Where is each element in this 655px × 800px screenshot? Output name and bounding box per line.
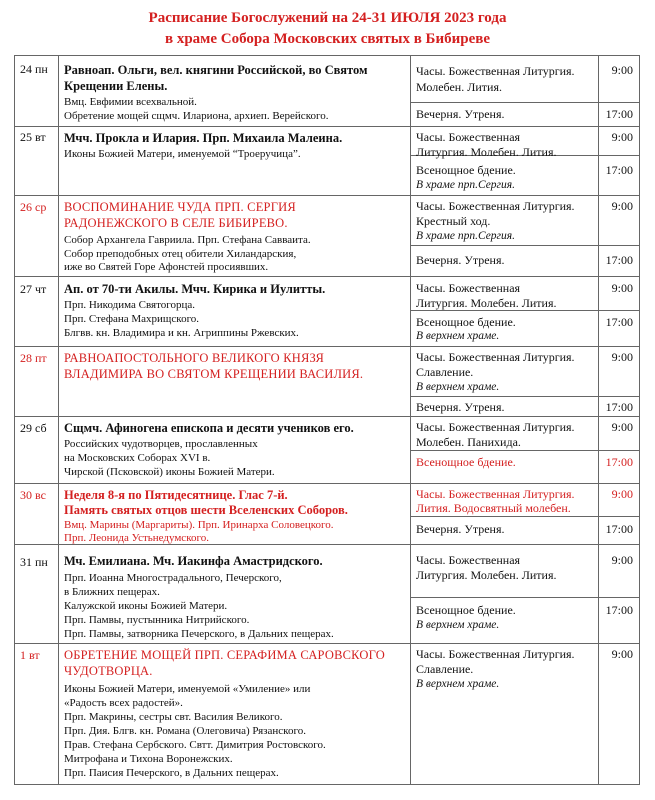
saint-line: Прп. Памвы, пустынника Нитрийского. [64, 614, 250, 626]
service-line: Литургия. Молебен. Лития. [416, 296, 557, 310]
service-time: 9:00 [611, 281, 633, 295]
service-line: Литургия. Молебен. Лития. [416, 568, 557, 582]
service-line: Всенощное бдение. [416, 455, 516, 469]
saint-line: на Московских Соборах XVI в. [64, 452, 211, 464]
saint-line: Прп. Иоанна Многострадального, Печерского, [64, 572, 282, 584]
service-divider [410, 245, 640, 246]
service-line: Часы. Божественная Литургия. [416, 420, 575, 434]
service-time: 9:00 [611, 553, 633, 567]
saint-line: Российских чудотворцев, прославленных [64, 438, 258, 450]
saint-line: Прп. Дия. Блгв. кн. Романа (Олеговича) Рязанского. [64, 725, 306, 737]
service-line: Вечерня. Утреня. [416, 522, 505, 536]
saint-line: Чирской (Псковской) иконы Божией Матери. [64, 466, 275, 478]
saint-line: иже во Святей Горе Афонстей просиявших. [64, 261, 269, 273]
day-title: ЧУДОТВОРЦА. [64, 664, 153, 678]
day-date: 26 ср [20, 200, 47, 214]
day-title: Неделя 8-я по Пятидесятнице. Глас 7-й. [64, 488, 288, 502]
header-subtitle: в храме Собора Московских святых в Бибиреве [164, 31, 491, 47]
service-time: 9:00 [611, 199, 633, 213]
service-line: Молебен. Панихида. [416, 435, 521, 449]
service-time: 17:00 [605, 455, 633, 469]
day-title: Память святых отцов шести Вселенских Соборов. [64, 503, 348, 517]
service-column-divider [410, 55, 411, 785]
day-title: Мчч. Прокла и Илария. Прп. Михаила Малеина. [64, 131, 343, 145]
service-line: Часы. Божественная Литургия. [416, 350, 575, 364]
service-line: Крестный ход. [416, 214, 491, 228]
day-title: ВОСПОМИНАНИЕ ЧУДА ПРП. СЕРГИЯ [64, 200, 296, 214]
service-divider [410, 516, 640, 517]
saint-line: Прп. Паисия Печерского, в Дальних пещерах. [64, 767, 279, 779]
service-time: 17:00 [605, 400, 633, 414]
saint-line: «Радость всех радостей». [64, 697, 183, 709]
service-line: Молебен. Лития. [416, 80, 502, 94]
date-column-divider [58, 55, 59, 785]
service-divider [410, 450, 640, 451]
row-divider [14, 195, 640, 196]
service-note: В верхнем храме. [416, 619, 500, 631]
service-line: Часы. Божественная Литургия. [416, 487, 575, 501]
day-title: ВЛАДИМИРА ВО СВЯТОМ КРЕЩЕНИИ ВАСИЛИЯ. [64, 367, 364, 381]
service-line: Всенощное бдение. [416, 315, 516, 329]
saint-line: в Ближних пещерах. [64, 586, 160, 598]
service-line: Славление. [416, 365, 474, 379]
service-line: Вечерня. Утреня. [416, 107, 505, 121]
saint-line: Прп. Памвы, затворника Печерского, в Дальних пещерах. [64, 628, 334, 640]
day-title: Ап. от 70-ти Акилы. Мчч. Кирика и Иулитты. [64, 282, 326, 296]
service-time: 9:00 [611, 647, 633, 661]
row-divider [14, 276, 640, 277]
saint-line: Прп. Леонида Устьнедумского. [64, 532, 209, 544]
day-date: 31 пн [20, 555, 48, 569]
saint-line: Собор преподобных отец обители Хиландарския, [64, 248, 297, 260]
service-time: 9:00 [611, 350, 633, 364]
service-line: Часы. Божественная Литургия. [416, 199, 575, 213]
saint-line: Прав. Стефана Сербского. Свтт. Димитрия Ростовского. [64, 739, 326, 751]
saint-line: Прп. Стефана Махрищского. [64, 313, 200, 325]
day-title: Равноап. Ольги, вел. княгини Российской, во Святом [64, 63, 368, 77]
saint-line: Собор Архангела Гавриила. Прп. Стефана Савваита. [64, 234, 311, 246]
saint-line: Вмц. Марины (Маргариты). Прп. Иринарха Соловецкого. [64, 519, 334, 531]
saint-line: Вмц. Евфимии всехвальной. [64, 96, 197, 108]
service-note: В верхнем храме. [416, 330, 500, 342]
day-date: 1 вт [20, 648, 40, 662]
day-date: 25 вт [20, 130, 46, 144]
day-title: ОБРЕТЕНИЕ МОЩЕЙ ПРП. СЕРАФИМА САРОВСКОГО [64, 648, 385, 662]
saint-line: Блгвв. кн. Владимира и кн. Агриппины Ржевских. [64, 327, 299, 339]
service-line: Часы. Божественная [416, 281, 521, 295]
saint-line: Обретение мощей сщмч. Илариона, архиеп. Верейского. [64, 110, 329, 122]
service-line: Вечерня. Утреня. [416, 400, 505, 414]
service-time: 17:00 [605, 253, 633, 267]
service-note: В храме прп.Сергия. [416, 179, 516, 191]
service-divider [410, 396, 640, 397]
day-title: Крещении Елены. [64, 79, 168, 93]
service-divider [410, 102, 640, 103]
service-time: 9:00 [611, 420, 633, 434]
row-divider [14, 643, 640, 644]
day-date: 27 чт [20, 282, 47, 296]
row-divider [14, 346, 640, 347]
saint-line: Прп. Макрины, сестры свт. Василия Великого. [64, 711, 283, 723]
day-title: РАДОНЕЖСКОГО В СЕЛЕ БИБИРЕВО. [64, 216, 288, 230]
service-time: 17:00 [605, 603, 633, 617]
service-time: 17:00 [605, 107, 633, 121]
row-divider [14, 416, 640, 417]
saint-line: Митрофана и Тихона Воронежских. [64, 753, 233, 765]
service-line: Всенощное бдение. [416, 603, 516, 617]
header-title: Расписание Богослужений на 24-31 ИЮЛЯ 2023 года [148, 10, 507, 26]
saint-line: Калужской иконы Божией Матери. [64, 600, 228, 612]
service-note: В храме прп.Сергия. [416, 230, 516, 242]
saint-line: Иконы Божией Матери, именуемой «Умиление» или [64, 683, 311, 695]
service-line: Часы. Божественная [416, 553, 521, 567]
saint-line: Иконы Божией Матери, именуемой “Троеручица”. [64, 148, 301, 160]
service-note: В верхнем храме. [416, 381, 500, 393]
service-time: 17:00 [605, 315, 633, 329]
row-divider [14, 126, 640, 127]
day-date: 28 пт [20, 351, 47, 365]
service-line: Часы. Божественная Литургия. [416, 64, 575, 78]
service-divider [410, 597, 640, 598]
service-note: В верхнем храме. [416, 678, 500, 690]
service-line: Вечерня. Утреня. [416, 253, 505, 267]
service-time: 9:00 [611, 130, 633, 144]
saint-line: Прп. Никодима Святогорца. [64, 299, 195, 311]
service-line: Часы. Божественная Литургия. [416, 647, 575, 661]
day-date: 30 вс [20, 488, 46, 502]
service-line: Всенощное бдение. [416, 163, 516, 177]
row-divider [14, 483, 640, 484]
day-date: 29 сб [20, 421, 47, 435]
service-time: 9:00 [611, 63, 633, 77]
service-line: Славление. [416, 662, 474, 676]
service-time: 9:00 [611, 487, 633, 501]
service-line: Литургия. Молебен. Лития. [416, 145, 557, 159]
day-title: Сщмч. Афиногена епископа и десяти учеников его. [64, 421, 354, 435]
schedule-header [0, 8, 655, 50]
service-line: Лития. Водосвятный молебен. [416, 501, 571, 515]
day-date: 24 пн [20, 62, 48, 76]
day-title: Мч. Емилиана. Мч. Иакинфа Амастридского. [64, 554, 323, 568]
day-title: РАВНОАПОСТОЛЬНОГО ВЕЛИКОГО КНЯЗЯ [64, 351, 325, 365]
service-time: 17:00 [605, 522, 633, 536]
service-time: 17:00 [605, 163, 633, 177]
service-line: Часы. Божественная [416, 130, 521, 144]
